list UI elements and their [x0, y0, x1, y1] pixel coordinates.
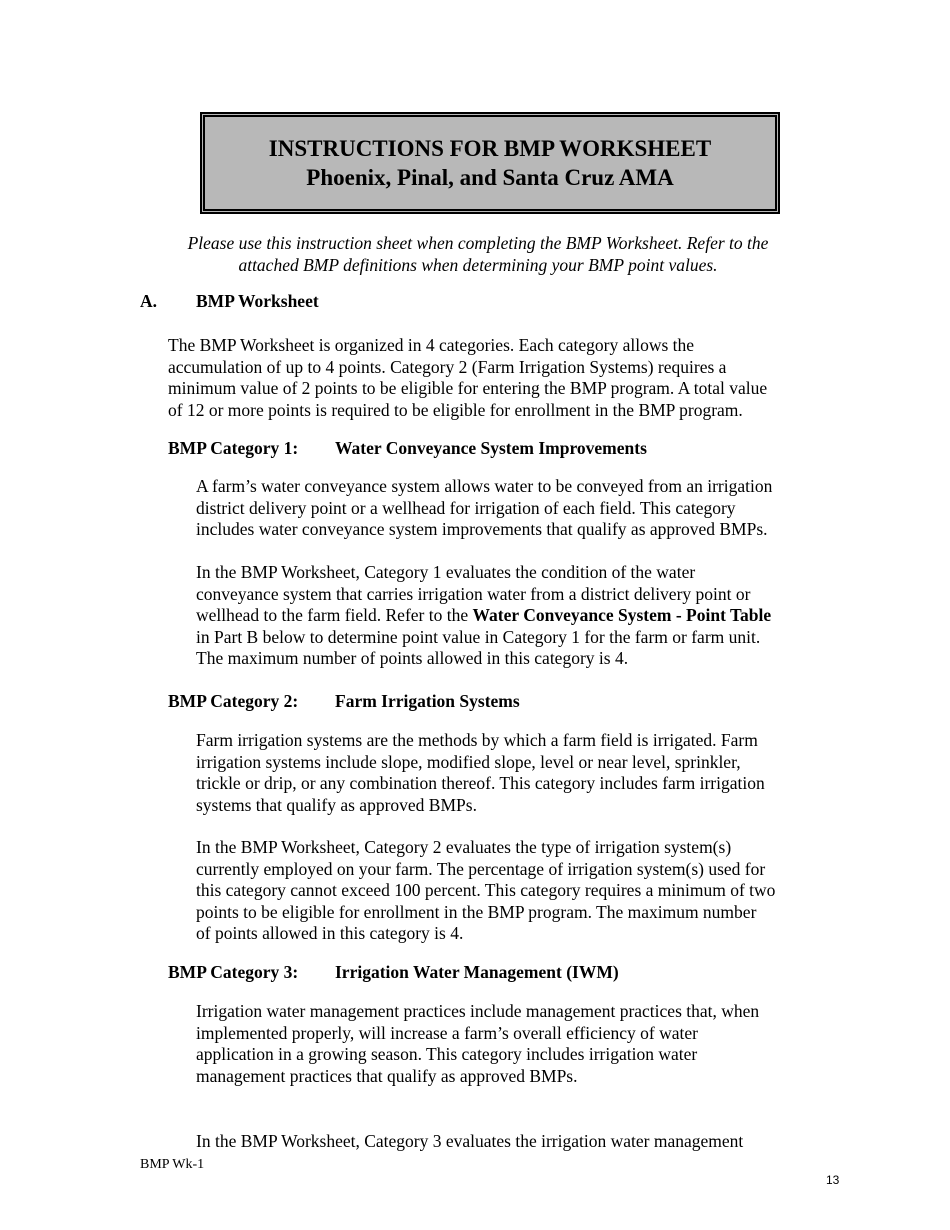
paragraph-line: points to be eligible for enrollment in the BMP program. The maximum number: [196, 901, 757, 922]
footer-doc-id: BMP Wk-1: [140, 1157, 205, 1172]
paragraph-line: in Part B below to determine point value in Category 1 for the farm or farm unit.: [196, 626, 761, 647]
category-2-paragraph-2: [196, 837, 775, 945]
paragraph-fragment: wellhead to the farm field. Refer to the: [196, 605, 473, 625]
section-letter: A.: [140, 291, 158, 311]
intro-line: attached BMP definitions when determining your BMP point values.: [238, 255, 718, 275]
paragraph-line: currently employed on your farm. The percentage of irrigation system(s) used for: [196, 858, 766, 879]
category-1-heading: [168, 437, 647, 459]
paragraph-line: A farm’s water conveyance system allows water to be conveyed from an irrigation: [196, 476, 773, 496]
paragraph-line: minimum value of 2 points to be eligible for entering the BMP program. A total value: [168, 378, 768, 398]
paragraph-line: accumulation of up to 4 points. Category 2 (Farm Irrigation Systems) requires a: [168, 356, 727, 377]
paragraph-line: conveyance system that carries irrigation water from a district delivery point or: [196, 583, 751, 604]
paragraph-line: In the BMP Worksheet, Category 3 evaluates the irrigation water management: [196, 1131, 744, 1151]
category-2-paragraph-1: [196, 730, 765, 816]
category-2-heading: [168, 690, 520, 712]
title-box: [200, 112, 780, 214]
paragraph-line: In the BMP Worksheet, Category 2 evaluates the type of irrigation system(s): [196, 837, 732, 857]
category-3-paragraph-1: [196, 1001, 759, 1087]
category-1-paragraph-1: [196, 476, 772, 541]
paragraph-line: this category cannot exceed 100 percent. This category requires a minimum of two: [196, 880, 776, 900]
category-1-paragraph-2: [196, 562, 771, 670]
paragraph-line: Irrigation water management practices include management practices that, when: [196, 1001, 760, 1021]
paragraph-line: The maximum number of points allowed in this category is 4.: [196, 648, 629, 668]
paragraph-line: trickle or drip, or any combination thereof. This category includes farm irrigation: [196, 773, 765, 793]
section-title: BMP Worksheet: [196, 291, 319, 311]
category-title: Water Conveyance System Improvements: [335, 438, 647, 458]
category-label: BMP Category 2:: [168, 691, 299, 711]
page-subtitle: Phoenix, Pinal, and Santa Cruz AMA: [306, 165, 674, 190]
page-number: 13: [826, 1173, 840, 1187]
category-title: Irrigation Water Management (IWM): [335, 962, 619, 982]
category-title: Farm Irrigation Systems: [335, 691, 520, 711]
paragraph-line: Farm irrigation systems are the methods by which a farm field is irrigated. Farm: [196, 730, 758, 750]
paragraph-line: of points allowed in this category is 4.: [196, 923, 464, 943]
category-3-paragraph-2: [196, 1131, 743, 1153]
paragraph-line: application in a growing season. This category includes irrigation water: [196, 1044, 698, 1064]
intro-line: Please use this instruction sheet when completing the BMP Worksheet. Refer to the: [187, 233, 769, 253]
paragraph-line: implemented properly, will increase a farm’s overall efficiency of water: [196, 1022, 698, 1043]
paragraph-line: irrigation systems include slope, modified slope, level or near level, sprinkler,: [196, 751, 741, 772]
intro-text: [150, 232, 806, 276]
point-table-reference: Water Conveyance System - Point Table: [472, 605, 772, 625]
paragraph-line: The BMP Worksheet is organized in 4 categories. Each category allows the: [168, 335, 695, 355]
section-a-paragraph: [168, 335, 767, 421]
paragraph-line: management practices that qualify as approved BMPs.: [196, 1065, 578, 1086]
paragraph-line: In the BMP Worksheet, Category 1 evaluates the condition of the water: [196, 562, 696, 582]
paragraph-line: district delivery point or a wellhead for irrigation of each field. This category: [196, 497, 736, 518]
paragraph-line: systems that qualify as approved BMPs.: [196, 794, 477, 815]
category-3-heading: [168, 961, 619, 983]
category-label: BMP Category 3:: [168, 962, 299, 982]
section-a-heading: [140, 290, 319, 312]
paragraph-line: [196, 605, 771, 627]
category-label: BMP Category 1:: [168, 438, 299, 458]
page-title: INSTRUCTIONS FOR BMP WORKSHEET: [268, 136, 712, 161]
paragraph-line: includes water conveyance system improvements that qualify as approved BMPs.: [196, 519, 768, 539]
paragraph-line: of 12 or more points is required to be eligible for enrollment in the BMP program.: [168, 399, 743, 420]
